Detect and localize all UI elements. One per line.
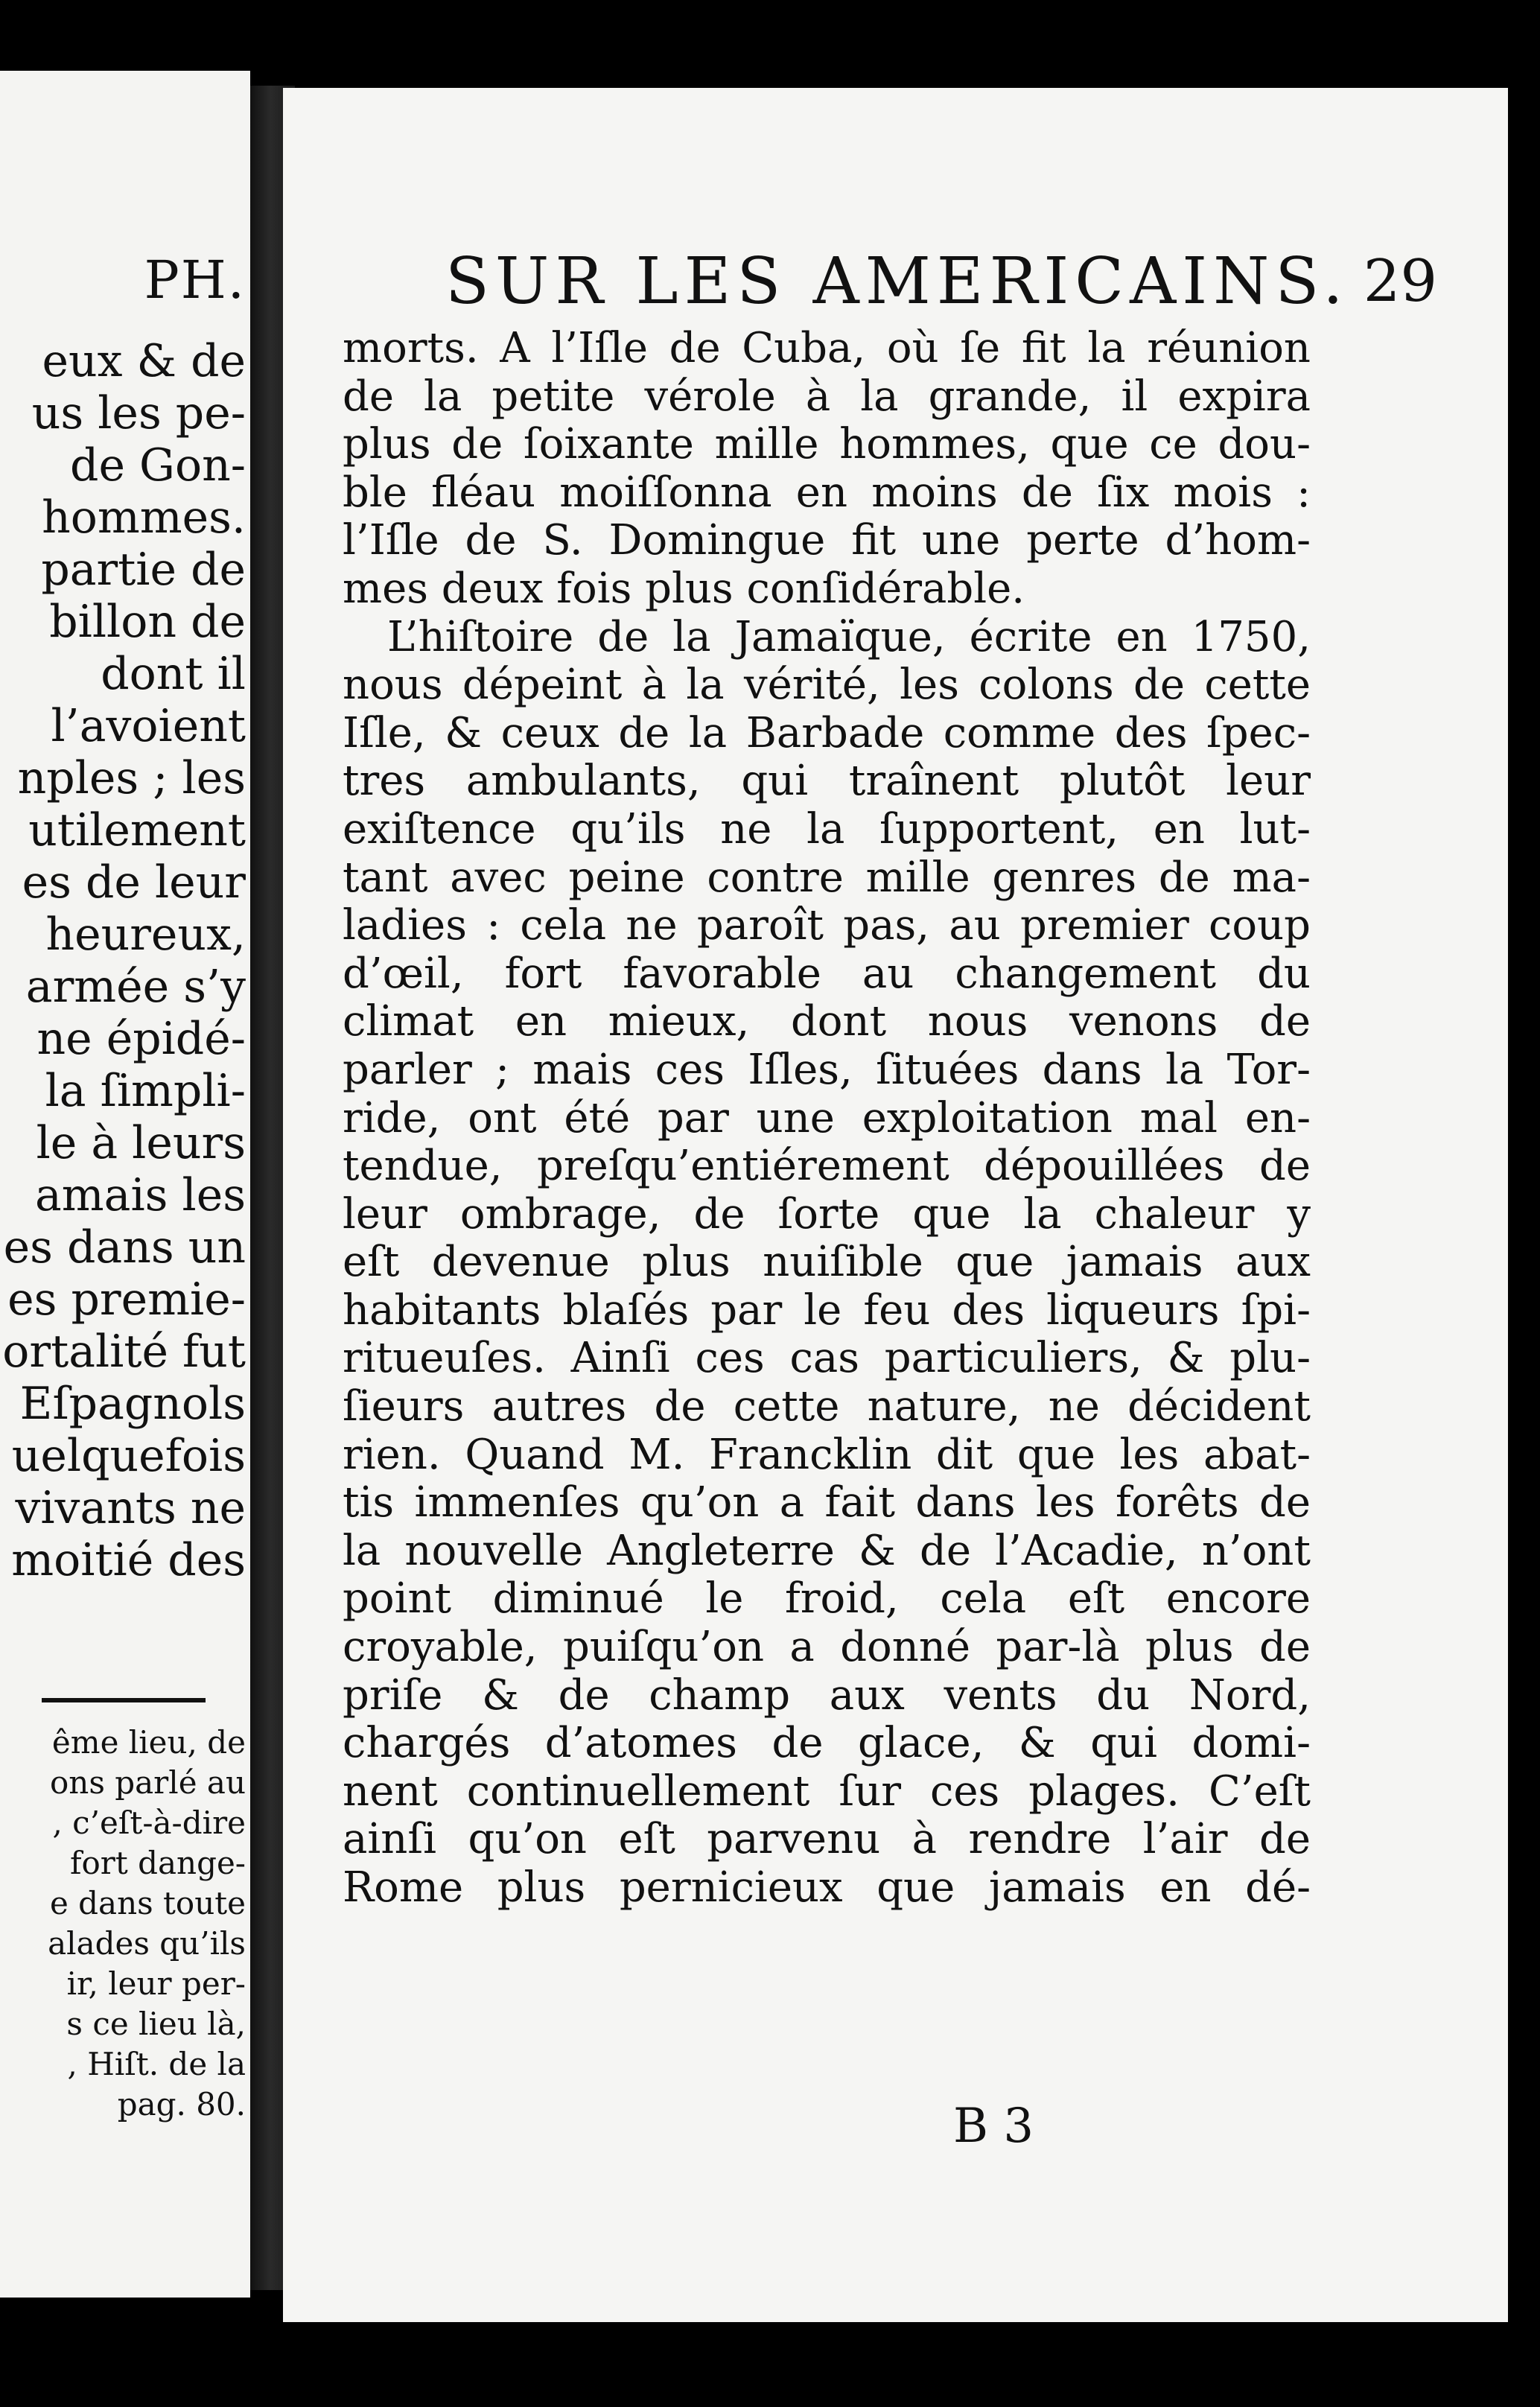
text-line: de Gon- [70,439,246,492]
text-line: leur ombrage, de ſorte que la chaleur y [343,1189,1311,1239]
text-line: L’hiſtoire de la Jamaïque, écrite en 1750, [387,612,1311,661]
text-line: tis immenſes qu’on a fait dans les forêts de [343,1478,1311,1527]
footnote-line: ons parlé au [50,1764,246,1801]
text-line: la nouvelle Angleterre & de l’Acadie, n’ont [343,1526,1311,1575]
signature-mark: B 3 [953,2099,1034,2154]
text-line: uelquefois [11,1430,246,1482]
text-line: le à leurs [36,1117,246,1169]
text-line: ladies : cela ne paroît pas, au premier coup [343,901,1311,950]
text-line: climat en mieux, dont nous venons de [343,997,1311,1046]
text-line: tres ambulants, qui traînent plutôt leur [343,757,1311,806]
left-running-head: PH. [144,249,246,311]
text-line: vivants ne [15,1482,246,1534]
text-line: nous dépeint à la vérité, les colons de cette [343,661,1311,710]
text-line: dont il [101,648,246,700]
text-line: nent continuellement ſur ces plages. C’eſt [343,1767,1311,1816]
text-line: es dans un [3,1221,246,1274]
text-line: croyable, puiſqu’on a donné par-là plus de [343,1623,1311,1672]
body-text [343,325,1311,1912]
text-line: ritueuſes. Ainſi ces cas particuliers, & plu- [343,1334,1311,1383]
page-number: 29 [1363,248,1437,315]
text-line: l’Iſle de S. Domingue fit une perte d’hom- [343,516,1311,565]
text-line: ortalité fut [2,1326,246,1378]
text-line: priſe & de champ aux vents du Nord, [343,1670,1311,1720]
text-line: moitié des [11,1534,246,1586]
text-line: us les pe- [31,387,246,439]
footnote-line: , c’eſt-à-dire [52,1805,246,1841]
text-line: la ſimpli- [45,1065,246,1117]
text-line: exiſtence qu’ils ne la ſupportent, en lut- [343,804,1311,853]
footnote-line: ir, leur per- [66,1965,246,2002]
text-line: morts. A l’Iſle de Cuba, où ſe fit la réunion [343,324,1311,372]
text-line: parler ; mais ces Iſles, ſituées dans la Tor- [343,1045,1311,1094]
text-line: mes deux fois plus conſidérable. [343,564,1025,613]
text-line: es premie- [7,1274,246,1326]
text-line: heureux, [45,909,246,961]
footnote-line: ême lieu, de [51,1724,246,1761]
text-line: d’œil, fort favorable au changement du [343,949,1311,998]
text-line: billon de [49,596,246,648]
text-line: ride, ont été par une exploitation mal en- [343,1093,1311,1142]
text-line: ble fléau moiſſonna en moins de ſix mois : [343,468,1311,517]
text-line: plus de ſoixante mille hommes, que ce dou- [343,420,1311,469]
footnote-line: pag. 80. [117,2086,246,2123]
left-footnotes [48,1723,246,2125]
running-head: SUR LES AMERICAINS. [445,244,1349,319]
left-text-column [2,335,246,1586]
right-page [283,88,1508,2322]
text-line: utilement [28,804,246,856]
footnote-rule [42,1698,206,1702]
text-line: tendue, preſqu’entiérement dépouillées de [343,1142,1311,1191]
text-line: habitants blaſés par le feu des liqueurs ſpi- [343,1285,1311,1335]
footnote-line: s ce lieu là, [66,2006,246,2042]
text-line: tant avec peine contre mille genres de ma- [343,853,1311,902]
text-line: eux & de [42,335,246,387]
text-line: Eſpagnols [19,1378,246,1430]
text-line: armée s’y [25,961,246,1013]
text-line: ainſi qu’on eſt parvenu à rendre l’air de [343,1815,1311,1864]
footnote-line: , Hiſt. de la [67,2046,246,2082]
text-line: point diminué le froid, cela eſt encore [343,1574,1311,1624]
text-line: Rome plus pernicieux que jamais en dé- [343,1863,1311,1912]
text-line: nples ; les [17,752,246,804]
text-line: chargés d’atomes de glace, & qui domi- [343,1719,1311,1768]
text-line: de la petite vérole à la grande, il expira [343,372,1311,421]
text-line: ſieurs autres de cette nature, ne décident [343,1382,1311,1431]
text-line: ne épidé- [36,1013,246,1065]
footnote-line: fort dange- [69,1845,246,1881]
text-line: amais les [35,1169,246,1221]
footnote-line: e dans toute [49,1885,246,1921]
footnote-line: alades qu’ils [48,1925,246,1962]
text-line: partie de [41,544,246,596]
text-line: es de leur [22,856,246,909]
text-line: Iſle, & ceux de la Barbade comme des ſpec- [343,708,1311,757]
text-line: rien. Quand M. Francklin dit que les abat- [343,1430,1311,1479]
left-page-fragment [0,71,250,2298]
text-line: l’avoient [51,700,246,752]
text-line: hommes. [42,492,246,544]
text-line: eſt devenue plus nuiſible que jamais aux [343,1238,1311,1287]
